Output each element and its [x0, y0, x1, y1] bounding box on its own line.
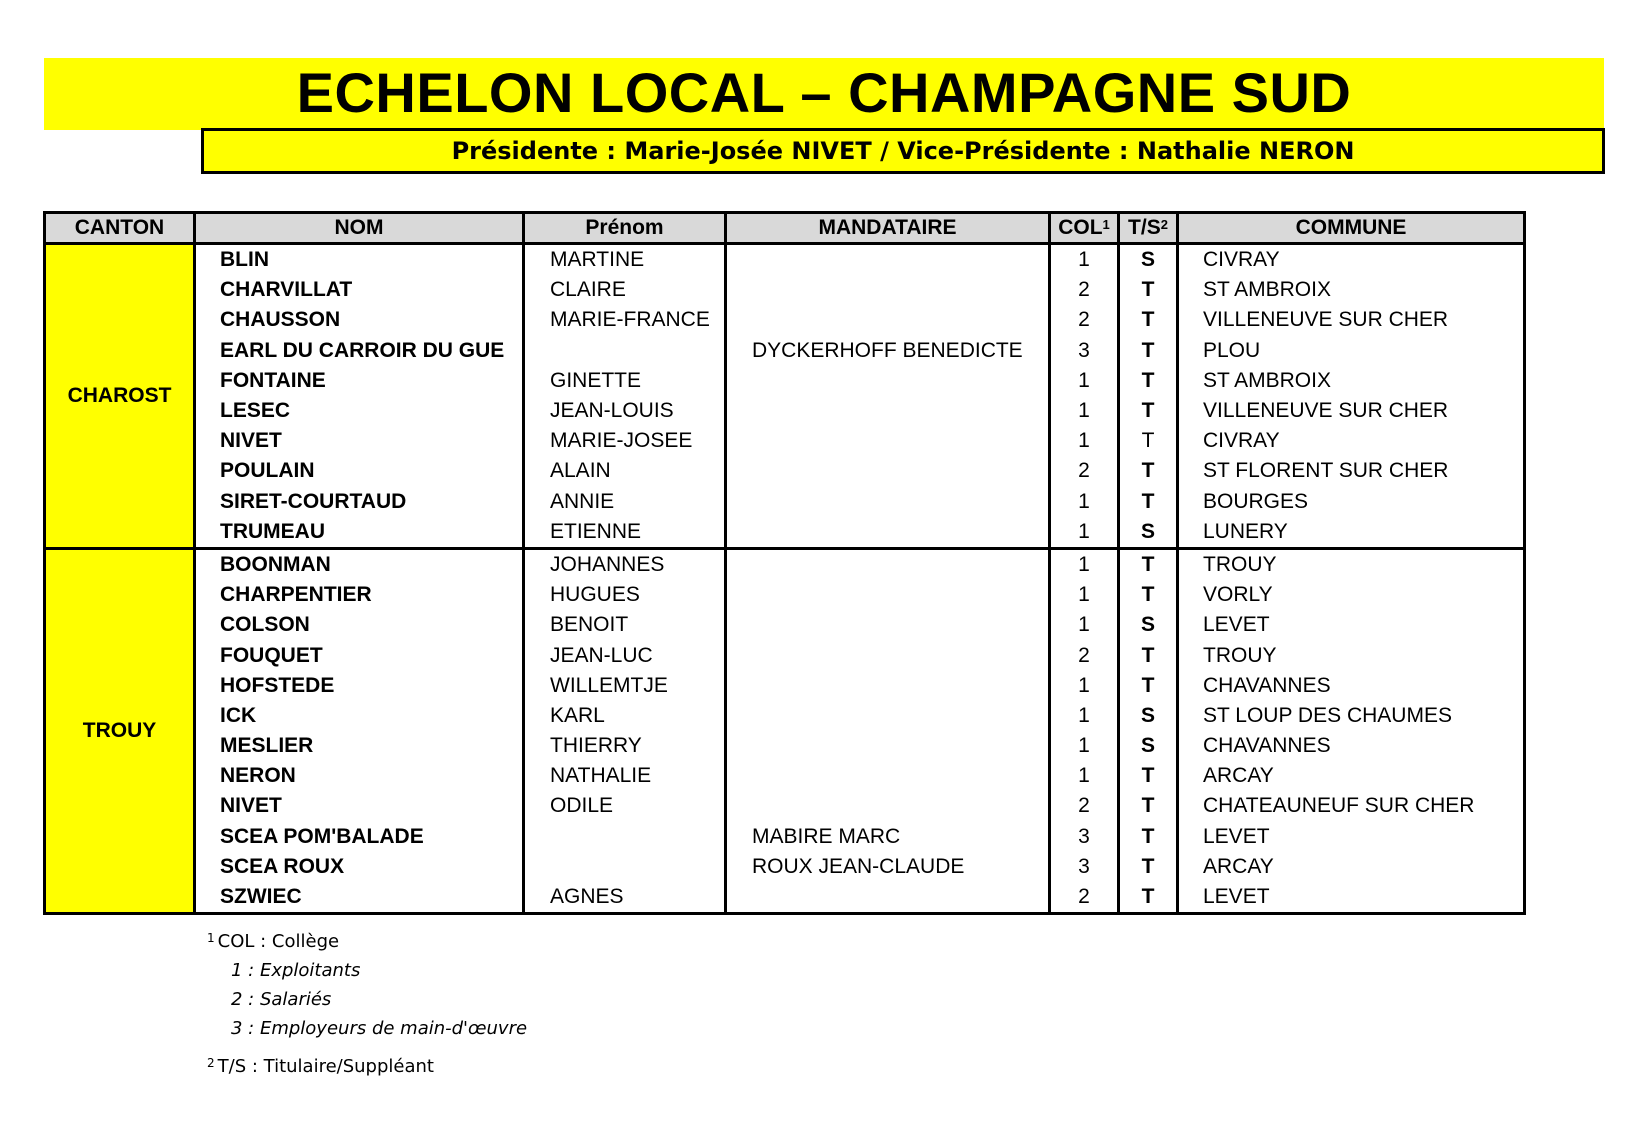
commune-cell: LUNERY [1178, 517, 1525, 549]
nom-cell: NIVET [195, 426, 524, 456]
mandataire-cell: MABIRE MARC [726, 822, 1050, 852]
prenom-cell: JOHANNES [524, 548, 726, 580]
col-cell: 1 [1050, 701, 1119, 731]
col-cell: 2 [1050, 882, 1119, 914]
ts-cell: T [1119, 426, 1178, 456]
prenom-cell: GINETTE [524, 366, 726, 396]
prenom-cell: THIERRY [524, 731, 726, 761]
prenom-cell [524, 336, 726, 366]
col-header-nom: NOM [195, 213, 524, 244]
prenom-cell [524, 852, 726, 882]
nom-cell: TRUMEAU [195, 517, 524, 549]
footnote-col-item: 3 : Employeurs de main-d'œuvre [231, 1018, 528, 1039]
nom-cell: POULAIN [195, 456, 524, 486]
col-cell: 2 [1050, 305, 1119, 335]
commune-cell: VILLENEUVE SUR CHER [1178, 396, 1525, 426]
title-banner [44, 58, 1604, 130]
prenom-cell: HUGUES [524, 580, 726, 610]
ts-cell: T [1119, 305, 1178, 335]
table-row [45, 396, 1525, 426]
col-cell: 1 [1050, 671, 1119, 701]
mandataire-cell [726, 366, 1050, 396]
mandataire-cell [726, 456, 1050, 486]
footnote-col [207, 930, 339, 954]
mandataire-cell [726, 610, 1050, 640]
ts-cell: S [1119, 244, 1178, 276]
nom-cell: NERON [195, 761, 524, 791]
commune-cell: CHATEAUNEUF SUR CHER [1178, 791, 1525, 821]
ts-cell: T [1119, 275, 1178, 305]
col-cell: 1 [1050, 731, 1119, 761]
nom-cell: FOUQUET [195, 640, 524, 670]
prenom-cell: JEAN-LOUIS [524, 396, 726, 426]
ts-cell: T [1119, 791, 1178, 821]
col-cell: 1 [1050, 244, 1119, 276]
col-header-commune: COMMUNE [1178, 213, 1525, 244]
nom-cell: SZWIEC [195, 882, 524, 914]
prenom-cell: ETIENNE [524, 517, 726, 549]
commune-cell: ST LOUP DES CHAUMES [1178, 701, 1525, 731]
footnote-col-item: 1 : Exploitants [231, 960, 361, 981]
col-cell: 1 [1050, 761, 1119, 791]
col-header-col-label: COL [1058, 216, 1103, 239]
col-header-mandataire: MANDATAIRE [726, 213, 1050, 244]
nom-cell: CHARVILLAT [195, 275, 524, 305]
col-cell: 2 [1050, 791, 1119, 821]
col-cell: 1 [1050, 580, 1119, 610]
col-cell: 1 [1050, 426, 1119, 456]
footnote-ts [207, 1055, 434, 1079]
mandataire-cell: DYCKERHOFF BENEDICTE [726, 336, 1050, 366]
nom-cell: SCEA POM'BALADE [195, 822, 524, 852]
commune-cell: CHAVANNES [1178, 671, 1525, 701]
col-cell: 1 [1050, 396, 1119, 426]
nom-cell: FONTAINE [195, 366, 524, 396]
mandataire-cell [726, 548, 1050, 580]
footnote-ts-text: T/S : Titulaire/Suppléant [217, 1056, 434, 1077]
col-header-canton: CANTON [45, 213, 195, 244]
commune-cell: ARCAY [1178, 761, 1525, 791]
commune-cell: TROUY [1178, 548, 1525, 580]
table-row [45, 487, 1525, 517]
prenom-cell: MARIE-FRANCE [524, 305, 726, 335]
ts-cell: T [1119, 396, 1178, 426]
ts-cell: T [1119, 640, 1178, 670]
page-title: ECHELON LOCAL – CHAMPAGNE SUD [296, 61, 1352, 124]
commune-cell: LEVET [1178, 822, 1525, 852]
table-row [45, 517, 1525, 549]
mandataire-cell [726, 882, 1050, 914]
col-cell: 3 [1050, 336, 1119, 366]
mandataire-cell [726, 426, 1050, 456]
nom-cell: CHARPENTIER [195, 580, 524, 610]
page-subtitle: Présidente : Marie-Josée NIVET / Vice-Présidente : Nathalie NERON [451, 137, 1355, 165]
ts-cell: T [1119, 580, 1178, 610]
table-row [45, 305, 1525, 335]
table-row [45, 731, 1525, 761]
col-header-col [1050, 213, 1119, 244]
nom-cell: EARL DU CARROIR DU GUE [195, 336, 524, 366]
mandataire-cell [726, 487, 1050, 517]
commune-cell: PLOU [1178, 336, 1525, 366]
col-cell: 2 [1050, 456, 1119, 486]
prenom-cell: ANNIE [524, 487, 726, 517]
nom-cell: HOFSTEDE [195, 671, 524, 701]
nom-cell: MESLIER [195, 731, 524, 761]
table-row [45, 244, 1525, 276]
nom-cell: ICK [195, 701, 524, 731]
table-row [45, 882, 1525, 914]
ts-cell: T [1119, 761, 1178, 791]
ts-cell: T [1119, 336, 1178, 366]
col-header-ts [1119, 213, 1178, 244]
prenom-cell [524, 822, 726, 852]
col-cell: 2 [1050, 640, 1119, 670]
col-cell: 3 [1050, 822, 1119, 852]
subtitle-box [201, 128, 1605, 174]
prenom-cell: WILLEMTJE [524, 671, 726, 701]
commune-cell: VORLY [1178, 580, 1525, 610]
nom-cell: NIVET [195, 791, 524, 821]
col-cell: 1 [1050, 548, 1119, 580]
ts-cell: T [1119, 822, 1178, 852]
mandataire-cell [726, 761, 1050, 791]
prenom-cell: JEAN-LUC [524, 640, 726, 670]
table-row [45, 548, 1525, 580]
ts-cell: S [1119, 701, 1178, 731]
ts-footnote-mark: 2 [1160, 217, 1168, 232]
nom-cell: BLIN [195, 244, 524, 276]
mandataire-cell [726, 671, 1050, 701]
table-row [45, 456, 1525, 486]
commune-cell: CIVRAY [1178, 426, 1525, 456]
table-row [45, 671, 1525, 701]
commune-cell: ST FLORENT SUR CHER [1178, 456, 1525, 486]
mandataire-cell [726, 517, 1050, 549]
commune-cell: LEVET [1178, 610, 1525, 640]
mandataire-cell [726, 731, 1050, 761]
table-row [45, 610, 1525, 640]
commune-cell: ST AMBROIX [1178, 275, 1525, 305]
commune-cell: BOURGES [1178, 487, 1525, 517]
ts-cell: T [1119, 487, 1178, 517]
prenom-cell: MARIE-JOSEE [524, 426, 726, 456]
footnote-col-mark: 1 [207, 931, 215, 945]
col-header-prenom: Prénom [524, 213, 726, 244]
mandataire-cell [726, 701, 1050, 731]
prenom-cell: CLAIRE [524, 275, 726, 305]
col-cell: 3 [1050, 852, 1119, 882]
table-row [45, 580, 1525, 610]
table-header-row [45, 213, 1525, 244]
prenom-cell: ALAIN [524, 456, 726, 486]
commune-cell: CHAVANNES [1178, 731, 1525, 761]
commune-cell: ST AMBROIX [1178, 366, 1525, 396]
prenom-cell: BENOIT [524, 610, 726, 640]
table-row [45, 336, 1525, 366]
footnote-ts-mark: 2 [207, 1056, 215, 1070]
mandataire-cell [726, 640, 1050, 670]
nom-cell: SCEA ROUX [195, 852, 524, 882]
table-row [45, 822, 1525, 852]
mandataire-cell [726, 244, 1050, 276]
mandataire-cell [726, 275, 1050, 305]
ts-cell: S [1119, 731, 1178, 761]
prenom-cell: KARL [524, 701, 726, 731]
mandataire-cell: ROUX JEAN-CLAUDE [726, 852, 1050, 882]
ts-cell: T [1119, 671, 1178, 701]
ts-cell: T [1119, 366, 1178, 396]
col-footnote-mark: 1 [1102, 217, 1110, 232]
col-cell: 1 [1050, 517, 1119, 549]
commune-cell: LEVET [1178, 882, 1525, 914]
nom-cell: BOONMAN [195, 548, 524, 580]
ts-cell: T [1119, 548, 1178, 580]
footnote-col-text: COL : Collège [217, 931, 340, 952]
table-row [45, 426, 1525, 456]
col-cell: 2 [1050, 275, 1119, 305]
nom-cell: CHAUSSON [195, 305, 524, 335]
nom-cell: LESEC [195, 396, 524, 426]
mandataire-cell [726, 396, 1050, 426]
col-cell: 1 [1050, 366, 1119, 396]
prenom-cell: AGNES [524, 882, 726, 914]
canton-cell: TROUY [45, 548, 195, 913]
table-row [45, 640, 1525, 670]
table-row [45, 852, 1525, 882]
footnote-col-item: 2 : Salariés [231, 989, 332, 1010]
mandataire-cell [726, 791, 1050, 821]
nom-cell: COLSON [195, 610, 524, 640]
nom-cell: SIRET-COURTAUD [195, 487, 524, 517]
col-header-ts-label: T/S [1128, 216, 1161, 239]
canton-cell: CHAROST [45, 244, 195, 549]
members-table [43, 211, 1526, 915]
ts-cell: S [1119, 610, 1178, 640]
commune-cell: ARCAY [1178, 852, 1525, 882]
table-row [45, 761, 1525, 791]
table-row [45, 366, 1525, 396]
commune-cell: TROUY [1178, 640, 1525, 670]
mandataire-cell [726, 580, 1050, 610]
commune-cell: VILLENEUVE SUR CHER [1178, 305, 1525, 335]
table-row [45, 791, 1525, 821]
table-row [45, 701, 1525, 731]
col-cell: 1 [1050, 610, 1119, 640]
ts-cell: S [1119, 517, 1178, 549]
ts-cell: T [1119, 852, 1178, 882]
prenom-cell: MARTINE [524, 244, 726, 276]
col-cell: 1 [1050, 487, 1119, 517]
prenom-cell: ODILE [524, 791, 726, 821]
commune-cell: CIVRAY [1178, 244, 1525, 276]
ts-cell: T [1119, 882, 1178, 914]
mandataire-cell [726, 305, 1050, 335]
ts-cell: T [1119, 456, 1178, 486]
table-body [45, 244, 1525, 914]
prenom-cell: NATHALIE [524, 761, 726, 791]
table-row [45, 275, 1525, 305]
